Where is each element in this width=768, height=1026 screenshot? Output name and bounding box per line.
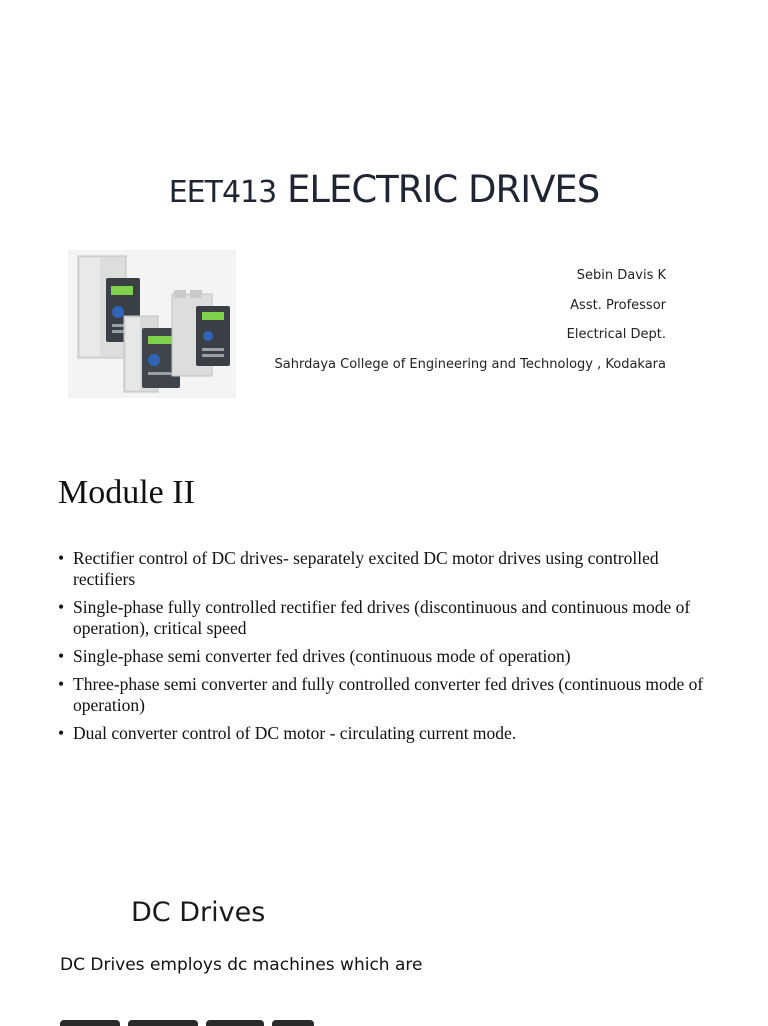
author-department: Electrical Dept. <box>566 327 666 342</box>
topic-text: Single-phase fully controlled rectifier fed drives (discontinuous and continuous mode of operation), critical speed <box>73 597 691 638</box>
author-info <box>275 266 666 384</box>
list-item <box>58 646 718 667</box>
author-designation: Asst. Professor <box>570 297 666 313</box>
dc-drives-heading: DC Drives <box>131 897 266 928</box>
author-name: Sebin Davis K <box>576 268 666 283</box>
course-name: ELECTRIC DRIVES <box>286 168 600 211</box>
list-item <box>58 723 718 744</box>
bullet-icon: • <box>58 597 65 617</box>
list-item <box>58 674 718 716</box>
slide-title <box>0 168 768 211</box>
drive-units-photo <box>68 250 236 398</box>
author-institution: Sahrdaya College of Engineering and Technology , Kodakara <box>274 356 666 372</box>
bullet-icon: • <box>58 646 65 666</box>
module-topics-list <box>58 548 718 751</box>
module-heading: Module II <box>58 474 195 511</box>
topic-text: Three-phase semi converter and fully controlled converter fed drives (continuous mode of operation) <box>73 674 704 715</box>
topic-text: Single-phase semi converter fed drives (continuous mode of operation) <box>73 646 571 666</box>
topic-text: Dual converter control of DC motor - circulating current mode. <box>73 723 517 743</box>
list-item <box>58 548 718 590</box>
cutoff-text-fragment <box>60 1014 360 1026</box>
topic-text: Rectifier control of DC drives- separately excited DC motor drives using controlled rectifiers <box>73 548 659 589</box>
list-item <box>58 597 718 639</box>
bullet-icon: • <box>58 723 65 743</box>
bullet-icon: • <box>58 548 65 568</box>
course-code: EET413 <box>168 175 277 210</box>
dc-drives-body: DC Drives employs dc machines which are <box>60 955 423 975</box>
bullet-icon: • <box>58 674 65 694</box>
